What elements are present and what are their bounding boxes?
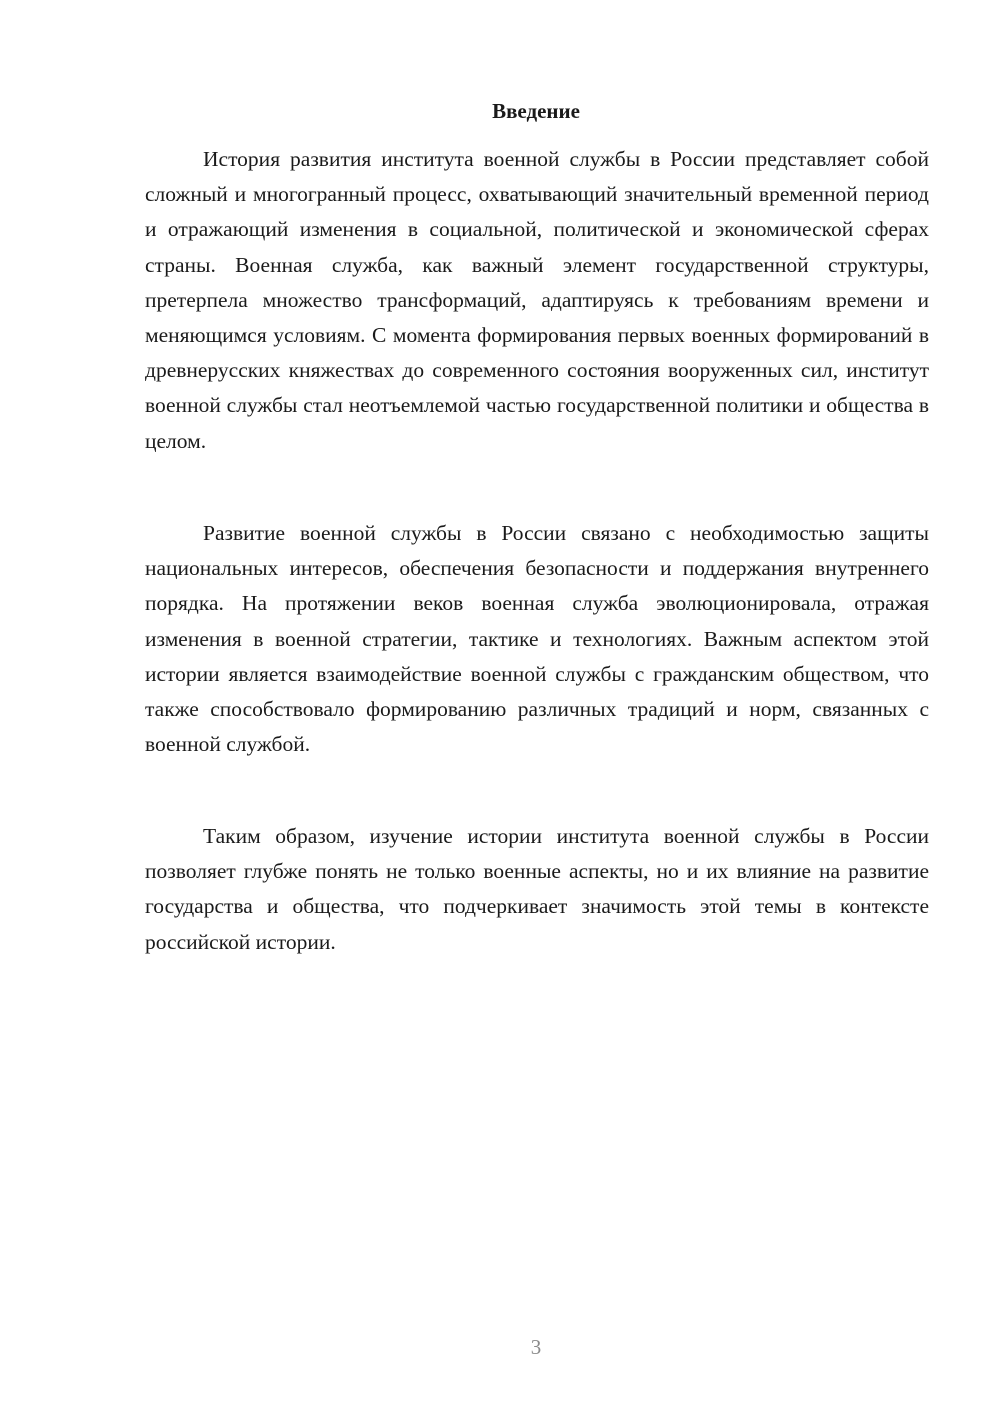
paragraph: Развитие военной службы в России связано с необходимостью защиты национальных интересов, обеспечения безопасности и поддержания внутреннего порядка. На протяжении веков военная служба эволюционировала, отражая изменения в военной стратегии, тактике и технологиях. Важным аспектом этой истории является взаимодействие военной службы с гражданским обществом, что также способствовало формированию различных традиций и норм, связанных с военной службой.	[145, 521, 929, 757]
paragraph: Таким образом, изучение истории института военной службы в России позволяет глубже понять не только военные аспекты, но и их влияние на развитие государства и общества, что подчеркивает значимость этой темы в контексте российской истории.	[145, 824, 929, 954]
section-heading: Введение	[492, 99, 580, 123]
paragraph: История развития института военной службы в России представляет собой сложный и многогранный процесс, охватывающий значительный временной период и отражающий изменения в социальной, политической и экономической сферах страны. Военная служба, как важный элемент государственной структуры, претерпела множество трансформаций, адаптируясь к требованиям времени и меняющимся условиям. С момента формирования первых военных формирований в древнерусских княжествах до современного состояния вооруженных сил, институт военной службы стал неотъемлемой частью государственной политики и общества в целом.	[145, 147, 929, 453]
page-number: 3	[530, 1335, 542, 1359]
